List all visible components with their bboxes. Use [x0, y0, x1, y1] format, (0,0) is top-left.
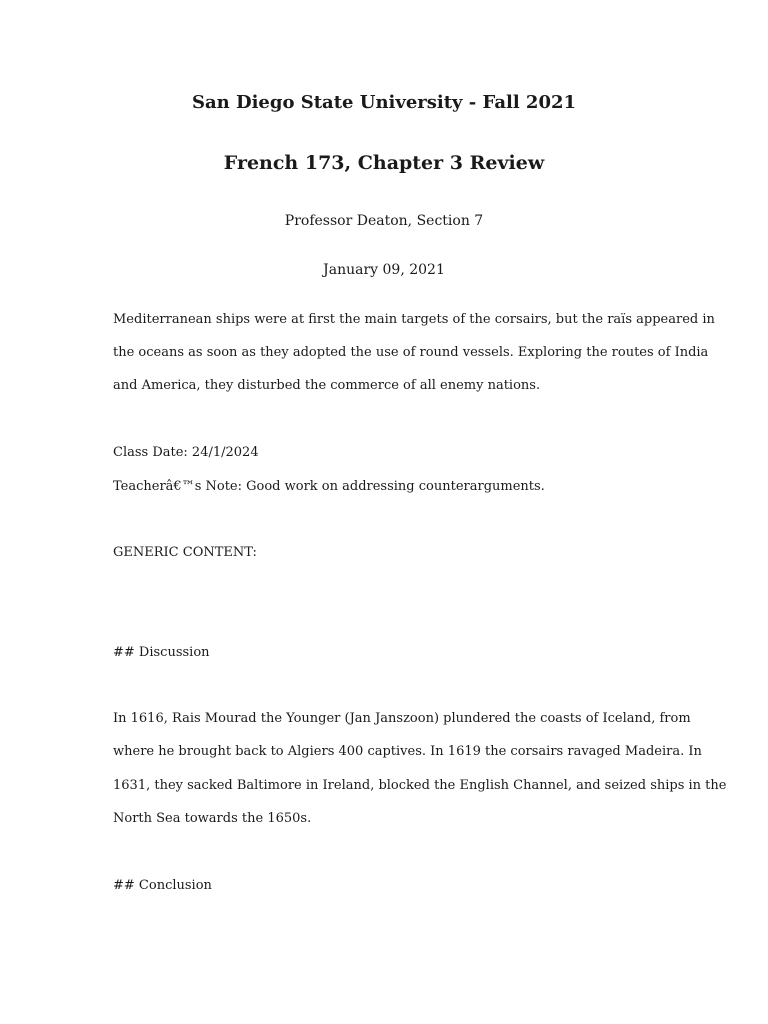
document-date: January 09, 2021: [323, 262, 445, 278]
intro-paragraph-line: Mediterranean ships were at first the main targets of the corsairs, but the raïs appeared in: [113, 312, 715, 327]
discussion-paragraph-line: where he brought back to Algiers 400 captives. In 1619 the corsairs ravaged Madeira. In: [113, 744, 702, 759]
generic-content-label: GENERIC CONTENT:: [113, 545, 257, 560]
course-title: French 173, Chapter 3 Review: [223, 152, 545, 174]
class-date: Class Date: 24/1/2024: [113, 445, 259, 460]
professor-line: Professor Deaton, Section 7: [284, 213, 484, 229]
intro-paragraph-line: the oceans as soon as they adopted the use of round vessels. Exploring the routes of India: [113, 345, 709, 360]
discussion-paragraph-line: North Sea towards the 1650s.: [113, 811, 312, 826]
teacher-note: Teacherâ€™s Note: Good work on addressing counterarguments.: [113, 479, 545, 494]
intro-paragraph-line: and America, they disturbed the commerce of all enemy nations.: [113, 378, 541, 393]
discussion-paragraph-line: 1631, they sacked Baltimore in Ireland, blocked the English Channel, and seized ships in the: [113, 778, 727, 793]
university-title: San Diego State University - Fall 2021: [191, 92, 577, 113]
discussion-heading: ## Discussion: [113, 645, 210, 660]
conclusion-heading: ## Conclusion: [113, 878, 212, 893]
discussion-paragraph-line: In 1616, Rais Mourad the Younger (Jan Janszoon) plundered the coasts of Iceland, from: [113, 711, 691, 726]
